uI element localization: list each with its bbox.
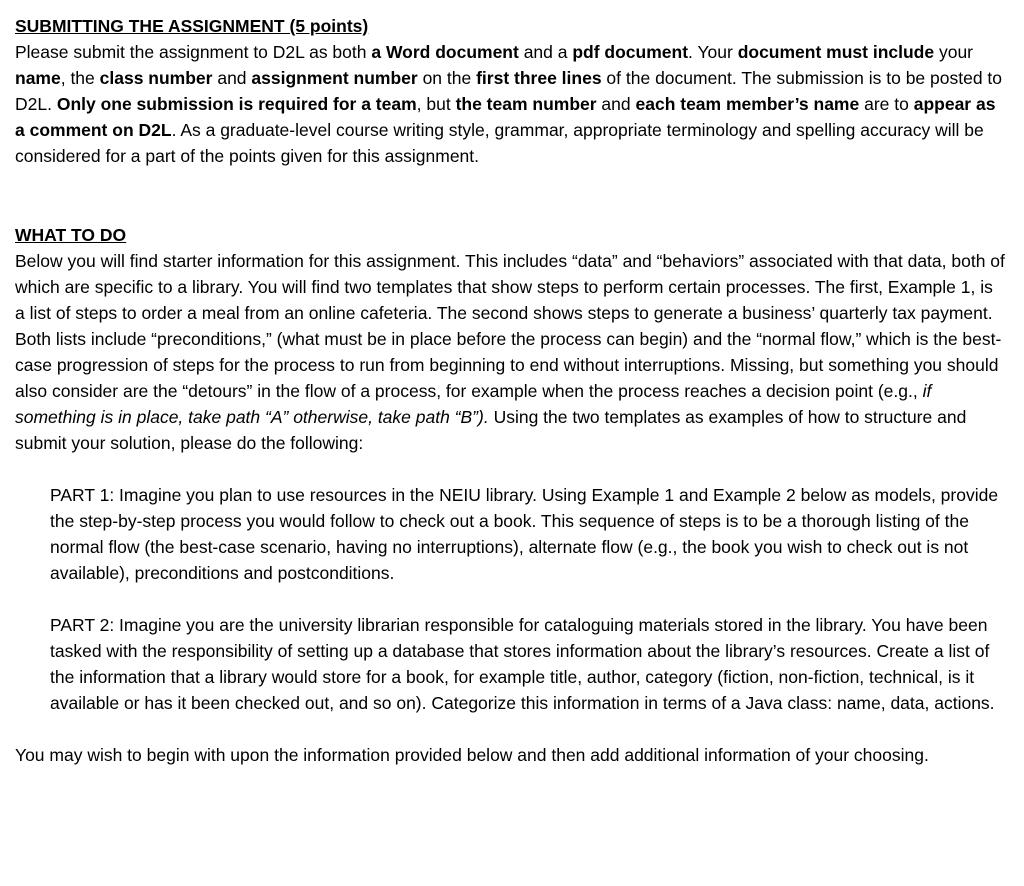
- submitting-paragraph: [15, 39, 1005, 169]
- section-spacer: [15, 169, 1005, 222]
- text-run: , but: [416, 94, 456, 114]
- paragraph-spacer: [15, 456, 1005, 482]
- emphasis-comment-on-d2l: appear as a comment on D2L: [15, 94, 996, 140]
- emphasis-pdf-document: pdf document: [572, 42, 689, 62]
- document-page: [15, 13, 1005, 768]
- emphasis-name: name: [15, 68, 61, 88]
- paragraph-spacer: [15, 586, 1005, 612]
- text-run: Below you will find starter information for this assignment. This includes “data” and “behaviors” associated with that data, both of which are specific to a library. You will find two templates that show steps to perform certain processes. The first, Example 1, is a list of steps to order a meal from an online cafeteria. The second shows steps to generate a business’ quarterly tax payment. Both lists include “preconditions,” (what must be in place before the process can begin) and the “normal flow,” which is the best-case progression of steps for the process to run from beginning to end without interruptions. Missing, but something you should also consider are the “detours” in the flow of a process, for example when the process reaches a decision point (e.g.,: [15, 251, 1005, 401]
- paragraph-spacer: [15, 716, 1005, 742]
- what-to-do-section: [15, 222, 1005, 768]
- text-run: on the: [417, 68, 477, 88]
- emphasis-one-submission: Only one submission is required for a team: [56, 94, 417, 114]
- emphasis-first-three-lines: first three lines: [476, 68, 602, 88]
- emphasis-assignment-number: assignment number: [251, 68, 418, 88]
- text-run: and a: [518, 42, 573, 62]
- emphasis-word-document: a Word document: [371, 42, 519, 62]
- italic-decision-example: if something is in place, take path “A” otherwise, take path “B”).: [15, 381, 932, 427]
- emphasis-class-number: class number: [99, 68, 213, 88]
- what-to-do-heading: WHAT TO DO: [15, 225, 127, 245]
- submitting-heading: SUBMITTING THE ASSIGNMENT (5 points): [15, 16, 369, 36]
- text-run: of the document. The submission is to be posted to D2L.: [15, 68, 1003, 114]
- text-run: . As a graduate-level course writing style, grammar, appropriate terminology and spelling accuracy will be considered for a part of the points given for this assignment.: [15, 120, 984, 166]
- text-run: are to: [859, 94, 914, 114]
- emphasis-document-must-include: document must include: [737, 42, 935, 62]
- emphasis-team-member-name: each team member’s name: [635, 94, 860, 114]
- text-run: , the: [60, 68, 100, 88]
- text-run: . Your: [688, 42, 738, 62]
- text-run: and: [596, 94, 636, 114]
- text-run: your: [934, 42, 973, 62]
- submitting-section: [15, 13, 1005, 169]
- text-run: Using the two templates as examples of how to structure and submit your solution, please do the following:: [15, 407, 967, 453]
- what-to-do-paragraph: [15, 248, 1005, 456]
- part1-paragraph: PART 1: Imagine you plan to use resources in the NEIU library. Using Example 1 and Example 2 below as models, provide the step-by-step process you would follow to check out a book. This sequence of steps is to be a thorough listing of the normal flow (the best-case scenario, having no interruptions), alternate flow (e.g., the book you wish to check out is not available), preconditions and postconditions.: [50, 485, 999, 583]
- text-run: and: [212, 68, 252, 88]
- emphasis-team-number: the team number: [455, 94, 597, 114]
- part2-paragraph: PART 2: Imagine you are the university librarian responsible for cataloguing materials stored in the library. You have been tasked with the responsibility of setting up a database that stores information about the library’s resources. Create a list of the information that a library would store for a book, for example title, author, category (fiction, non-fiction, technical, is it available or has it been checked out, and so on). Categorize this information in terms of a Java class: name, data, actions.: [50, 615, 995, 713]
- text-run: Please submit the assignment to D2L as both: [15, 42, 372, 62]
- closing-paragraph: You may wish to begin with upon the information provided below and then add additional information of your choosing.: [15, 745, 929, 765]
